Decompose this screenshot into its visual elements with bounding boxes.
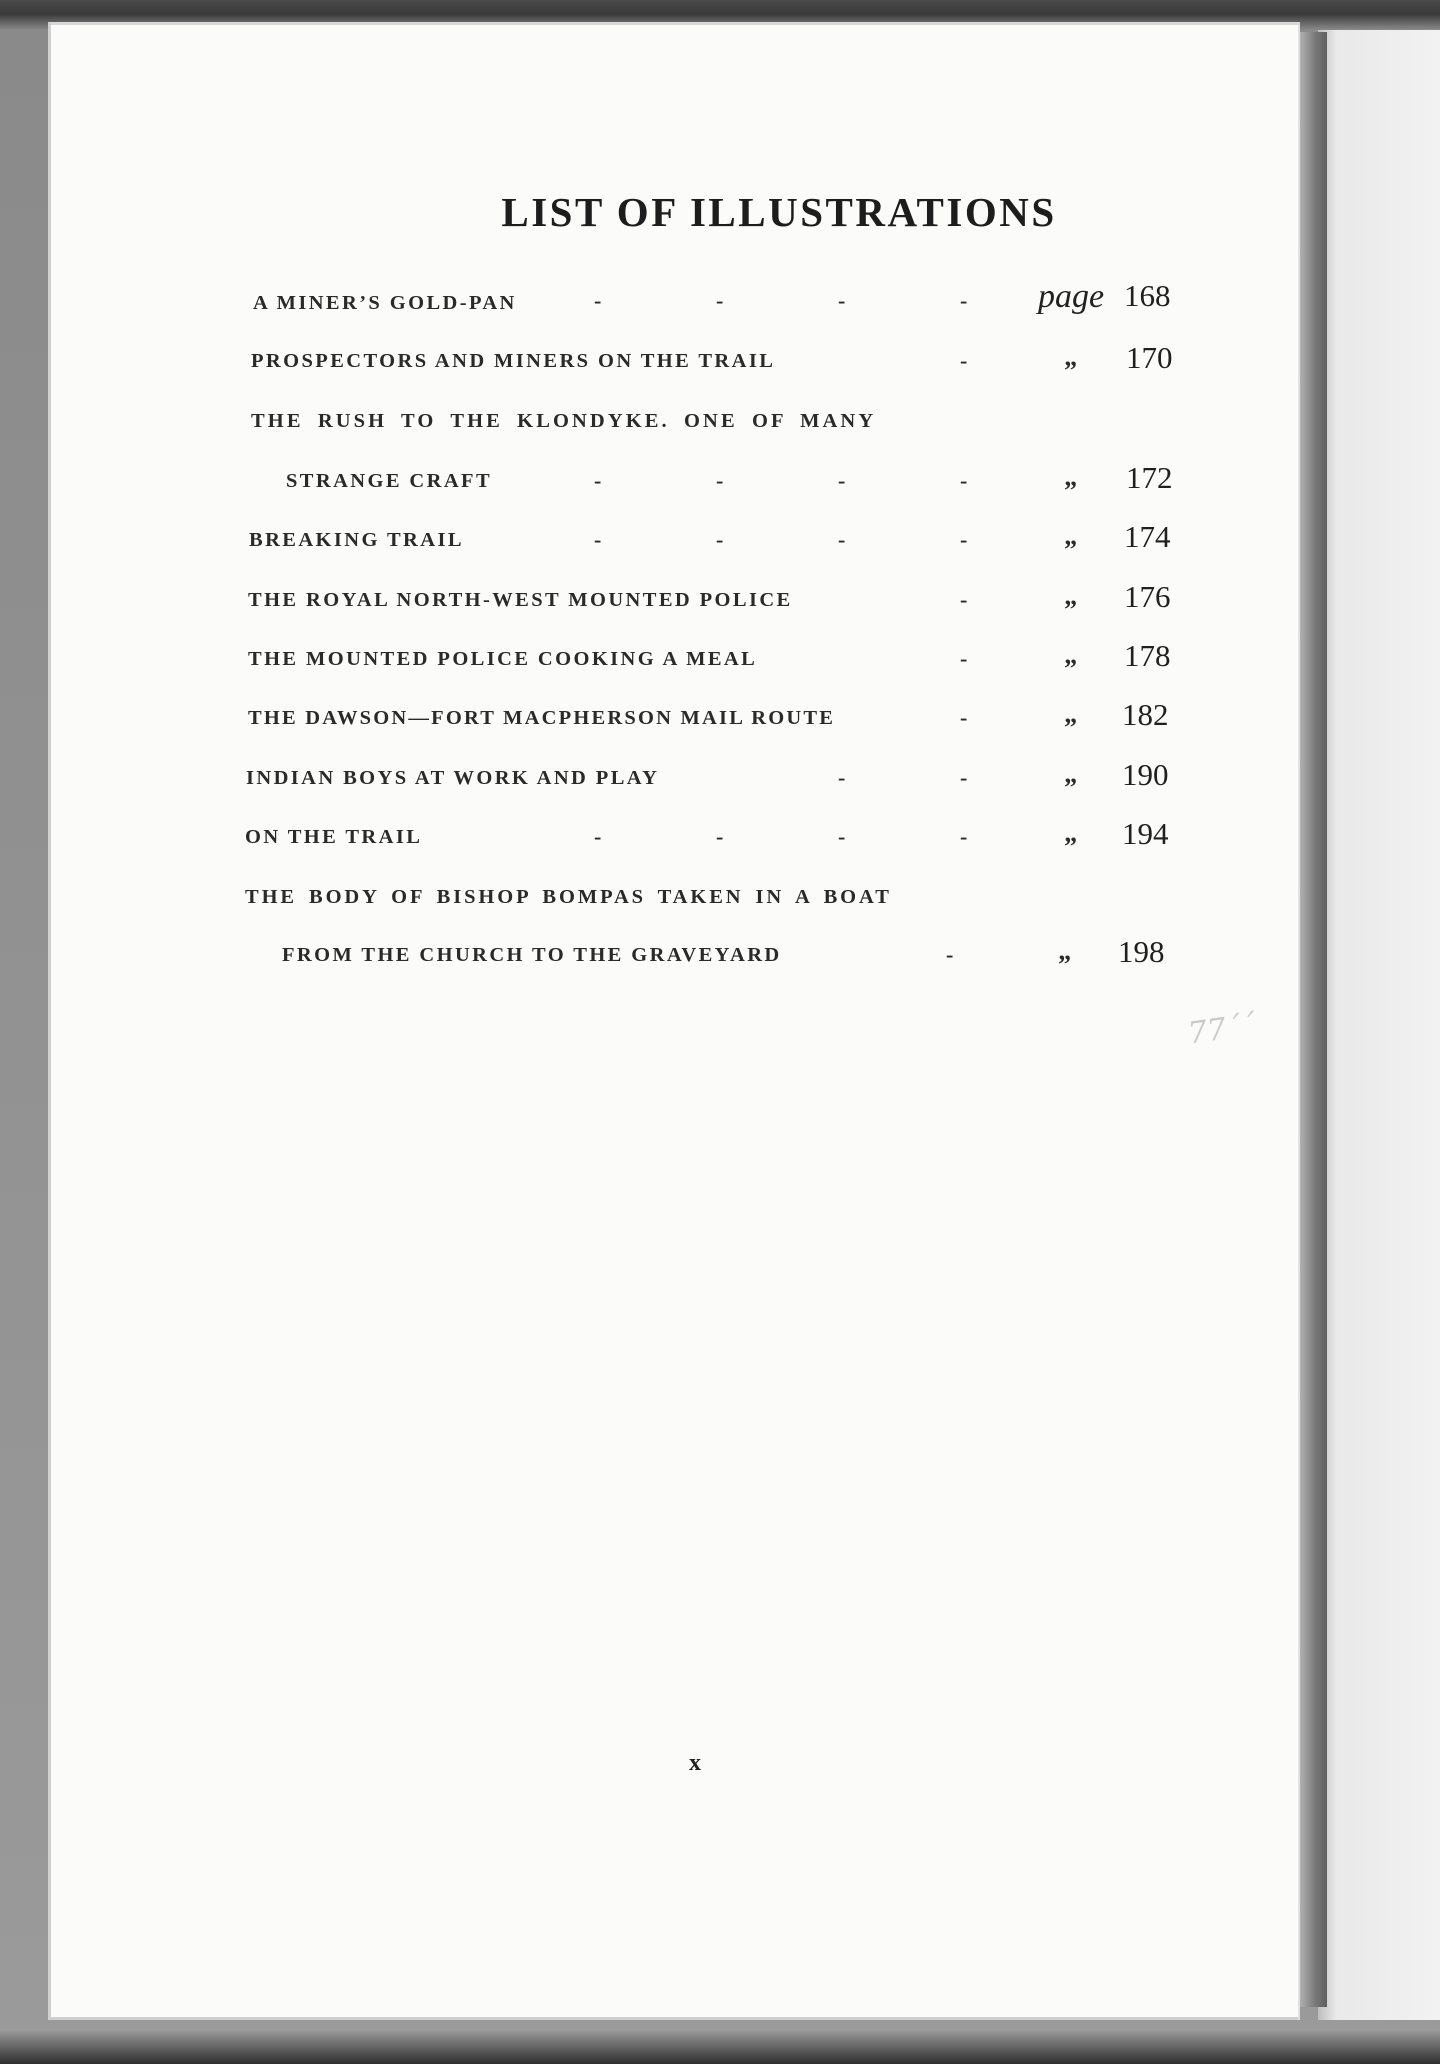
ditto-mark: ” <box>1064 595 1077 624</box>
entry-text: THE MOUNTED POLICE COOKING A MEAL <box>248 648 758 670</box>
entry-text: BREAKING TRAIL <box>249 529 464 551</box>
page-number: 170 <box>1126 340 1173 375</box>
leader-dash: - <box>838 824 846 849</box>
illustration-entry <box>48 577 1300 637</box>
entry-text: FROM THE CHURCH TO THE GRAVEYARD <box>282 944 782 966</box>
entry-text: A MINER’S GOLD-PAN <box>253 292 517 314</box>
page-title: LIST OF ILLUSTRATIONS <box>501 189 1057 235</box>
leader-dash: - <box>594 468 602 493</box>
illustration-entry <box>48 695 1300 755</box>
book-page <box>48 22 1300 2020</box>
leader-dash: - <box>960 527 968 552</box>
leader-dash: - <box>960 705 968 730</box>
page-number: 172 <box>1126 460 1173 495</box>
ditto-mark: ” <box>1064 832 1077 861</box>
page-number: 190 <box>1122 757 1169 792</box>
leader-dash: - <box>838 288 846 313</box>
entry-text: THE RUSH TO THE KLONDYKE. ONE OF MANY <box>251 410 877 432</box>
ditto-mark: ” <box>1064 654 1077 683</box>
entry-text: THE ROYAL NORTH-WEST MOUNTED POLICE <box>248 589 793 611</box>
page-number: 176 <box>1124 579 1171 614</box>
ditto-mark: ” <box>1064 476 1077 505</box>
leader-dash: - <box>594 824 602 849</box>
leader-dash: - <box>960 348 968 373</box>
entry-text: PROSPECTORS AND MINERS ON THE TRAIL <box>251 350 776 372</box>
ditto-mark: ” <box>1058 950 1071 979</box>
ditto-mark: ” <box>1064 535 1077 564</box>
pencil-annotation: 77´´ <box>1185 1007 1259 1052</box>
entry-text: THE DAWSON—FORT MACPHERSON MAIL ROUTE <box>248 707 836 729</box>
ditto-mark: ” <box>1064 356 1077 385</box>
leader-dash: - <box>716 468 724 493</box>
leader-dash: - <box>594 527 602 552</box>
illustration-entry <box>48 874 1300 934</box>
illustration-entry <box>48 458 1300 518</box>
page-folio: x <box>689 1750 701 1776</box>
page-number: 168 <box>1124 278 1171 313</box>
leader-dash: - <box>960 646 968 671</box>
illustration-entry <box>48 517 1300 577</box>
illustration-entry <box>48 755 1300 815</box>
ditto-mark: ” <box>1064 773 1077 802</box>
leader-dash: - <box>960 765 968 790</box>
leader-dash: - <box>716 824 724 849</box>
illustration-entry <box>48 932 1300 992</box>
page-number: 198 <box>1118 934 1165 969</box>
leader-dash: - <box>594 288 602 313</box>
leader-dash: - <box>960 288 968 313</box>
page-number: 182 <box>1122 697 1169 732</box>
entry-text: THE BODY OF BISHOP BOMPAS TAKEN IN A BOAT <box>245 886 892 908</box>
illustration-entry <box>48 398 1300 458</box>
page-number: 174 <box>1124 519 1171 554</box>
leader-dash: - <box>716 288 724 313</box>
leader-dash: - <box>960 824 968 849</box>
illustration-entry <box>48 814 1300 874</box>
illustration-entry <box>48 278 1300 338</box>
leader-dash: - <box>946 942 954 967</box>
leader-dash: - <box>960 468 968 493</box>
leader-dash: - <box>838 527 846 552</box>
page-label: page <box>1038 278 1105 315</box>
page-number: 194 <box>1122 816 1169 851</box>
entry-text: STRANGE CRAFT <box>286 470 493 492</box>
leader-dash: - <box>960 587 968 612</box>
leader-dash: - <box>716 527 724 552</box>
leader-dash: - <box>838 468 846 493</box>
illustration-entry <box>48 636 1300 696</box>
ditto-mark: ” <box>1064 713 1077 742</box>
entry-text: INDIAN BOYS AT WORK AND PLAY <box>246 767 660 789</box>
page-number: 178 <box>1124 638 1171 673</box>
leader-dash: - <box>838 765 846 790</box>
illustration-entry <box>48 338 1300 398</box>
facing-page-edge <box>1318 30 1440 2020</box>
entry-text: ON THE TRAIL <box>245 826 423 848</box>
